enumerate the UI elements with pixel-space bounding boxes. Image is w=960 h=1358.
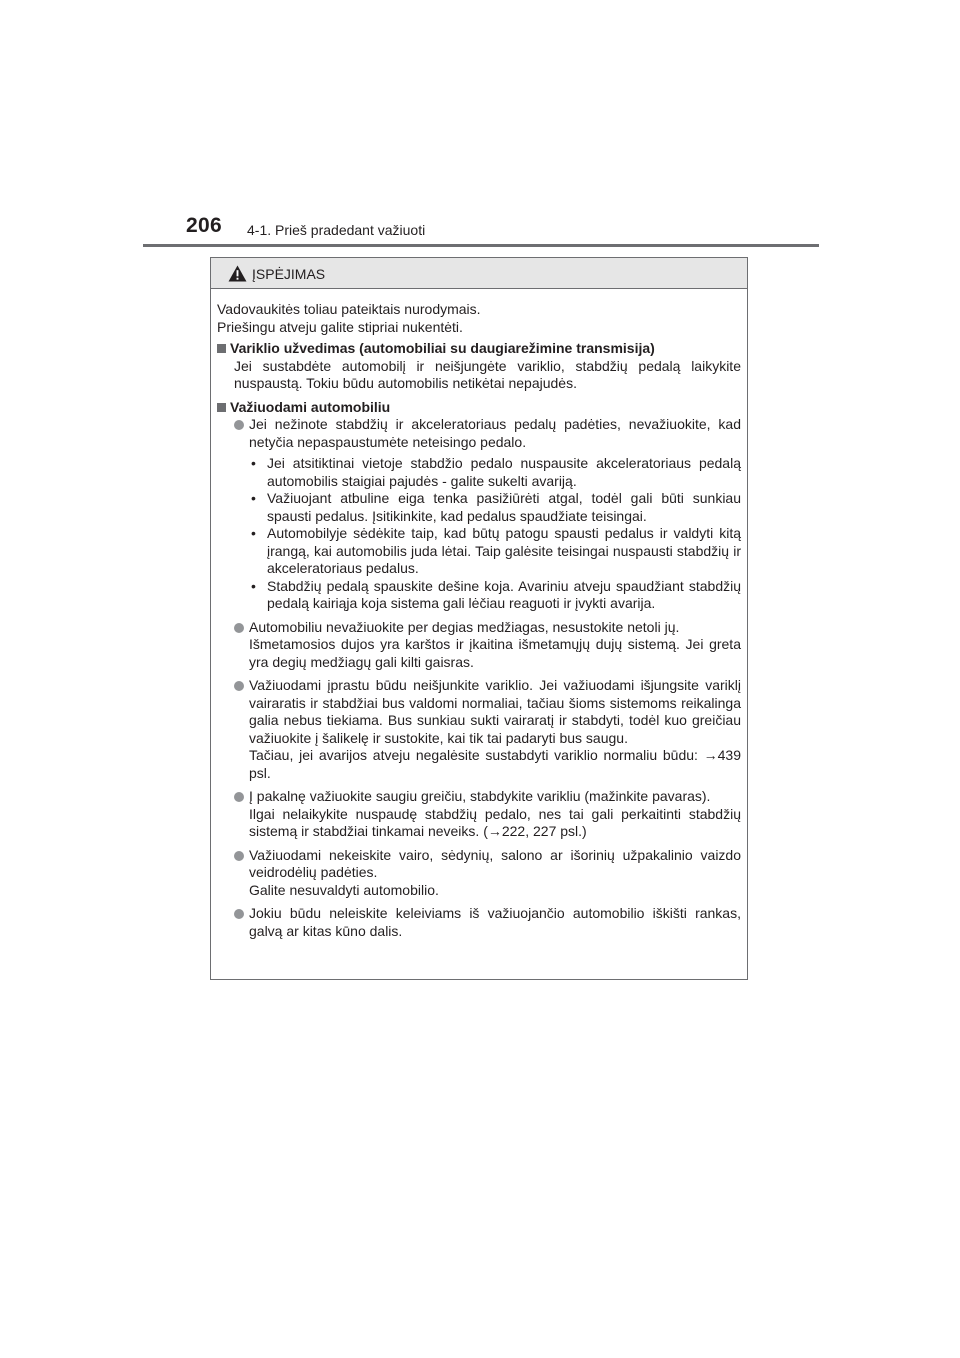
circle-bullet-icon bbox=[234, 420, 244, 430]
sub-list-item bbox=[249, 490, 741, 525]
bullet-item bbox=[217, 847, 741, 900]
sub-list-text: Automobilyje sėdėkite taip, kad būtų patogu spausti pedalus ir valdyti kitą įrangą, kai automobilis juda lėtai. Taip galėsite teisingai nuspausti stabdžių ir akceleratoriaus pedalus. bbox=[267, 525, 741, 576]
bullet-text bbox=[249, 619, 741, 672]
warning-title: ĮSPĖJIMAS bbox=[252, 266, 326, 282]
bullet-paragraph: Išmetamosios dujos yra karštos ir įkaitina išmetamųjų dujų sistemą. Jei greta yra degių medžiagų gali kilti gaisras. bbox=[249, 636, 741, 670]
circle-bullet-icon bbox=[234, 909, 244, 919]
section-heading-text: Variklio užvedimas (automobiliai su daugiarežimine transmisija) bbox=[230, 340, 655, 356]
bullet-item bbox=[217, 416, 741, 451]
bullet-text bbox=[249, 847, 741, 900]
circle-bullet-icon bbox=[234, 681, 244, 691]
section-title: 4-1. Prieš pradedant važiuoti bbox=[247, 222, 426, 238]
bullet-text: Jei nežinote stabdžių ir akceleratoriaus pedalų padėties, nevažiuokite, kad netyčia nepaspaustumėte neteisingo pedalo. bbox=[249, 416, 741, 450]
warning-box bbox=[210, 257, 748, 980]
section-heading-engine-start bbox=[217, 340, 741, 358]
engine-start-text: Jei sustabdėte automobilį ir neišjungėte variklio, stabdžių pedalą laikykite nuspaustą. Tokiu būdu automobilis netikėtai nepajudės. bbox=[234, 357, 741, 391]
bullet-text bbox=[249, 788, 741, 841]
sub-list-item bbox=[249, 455, 741, 490]
sub-list-item bbox=[249, 525, 741, 578]
bullet-paragraph: Galite nesuvaldyti automobilio. bbox=[249, 881, 439, 898]
dot-bullet-icon: • bbox=[251, 490, 256, 506]
bullet-paragraph: Važiuodami nekeiskite vairo, sėdynių, salono ar išorinių užpakalinio vaizdo veidrodėlių padėties. bbox=[249, 846, 741, 880]
sub-list bbox=[217, 455, 741, 613]
bullet-item bbox=[217, 905, 741, 940]
warning-intro bbox=[217, 301, 741, 336]
section-heading-text: Važiuodami automobiliu bbox=[230, 398, 391, 415]
warning-triangle-icon bbox=[228, 265, 247, 282]
bullet-paragraph: Važiuodami įprastu būdu neišjunkite variklio. Jei važiuodami išjungsite variklį vairaratis ir stabdžiai bus valdomi normaliai, tačiau šioms sistemoms reikalinga galia nebus tiekiama. Bus sunkiau sukti vairaratį ir stabdyti, todėl kuo greičiau važiuokite į šalikelę ir sustokite, kai tik tai padaryti bus saugu. bbox=[249, 677, 741, 746]
bullet-text bbox=[249, 677, 741, 782]
sub-list-text: Važiuojant atbuline eiga tenka pasižiūrėti atgal, todėl gali būti sunkiau spausti pedalus. Įsitikinkite, kad pedalus spaudžiate teisingai. bbox=[267, 490, 741, 524]
dot-bullet-icon: • bbox=[251, 455, 256, 471]
dot-bullet-icon: • bbox=[251, 525, 256, 541]
square-bullet-icon bbox=[217, 344, 226, 353]
bullet-item bbox=[217, 677, 741, 782]
circle-bullet-icon bbox=[234, 792, 244, 802]
bullet-item bbox=[217, 788, 741, 841]
square-bullet-icon bbox=[217, 403, 226, 412]
bullet-item bbox=[217, 619, 741, 672]
dot-bullet-icon: • bbox=[251, 577, 256, 594]
sub-list-text: Stabdžių pedalą spauskite dešine koja. Avariniu atveju spaudžiant stabdžių pedalą kairiąja koja sistema gali lėčiau reaguoti ir įvykti avarija. bbox=[267, 577, 741, 611]
header-divider bbox=[143, 244, 819, 247]
circle-bullet-icon bbox=[234, 851, 244, 861]
sub-list-text: Jei atsitiktinai vietoje stabdžio pedalo nuspausite akceleratoriaus pedalą automobilis staigiai pajudės - galite sukelti avariją. bbox=[267, 455, 741, 489]
circle-bullet-icon bbox=[234, 623, 244, 633]
intro-line: Vadovaukitės toliau pateiktais nurodymais. bbox=[217, 301, 481, 317]
page-number: 206 bbox=[186, 214, 222, 237]
sub-list-item bbox=[249, 578, 741, 613]
warning-body bbox=[211, 289, 747, 940]
intro-line: Priešingu atveju galite stipriai nukentėti. bbox=[217, 318, 463, 335]
bullet-paragraph: Tačiau, jei avarijos atveju negalėsite sustabdyti variklio normaliu būdu: →439 psl. bbox=[249, 747, 741, 781]
section-heading-driving bbox=[217, 399, 741, 417]
bullet-paragraph: Į pakalnę važiuokite saugiu greičiu, stabdykite varikliu (mažinkite pavaras). bbox=[249, 788, 711, 804]
bullet-paragraph: Automobiliu nevažiuokite per degias medžiagas, nesustokite netoli jų. bbox=[249, 618, 680, 635]
warning-header bbox=[211, 258, 747, 289]
bullet-text: Jokiu būdu neleiskite keleiviams iš važiuojančio automobilio iškišti rankas, galvą ar kitas kūno dalis. bbox=[249, 905, 741, 939]
bullet-paragraph: Ilgai nelaikykite nuspaudę stabdžių pedalo, nes tai gali perkaitinti stabdžių sistemą ir stabdžiai tinkamai neveiks. (→222, 227 psl.) bbox=[249, 805, 741, 839]
